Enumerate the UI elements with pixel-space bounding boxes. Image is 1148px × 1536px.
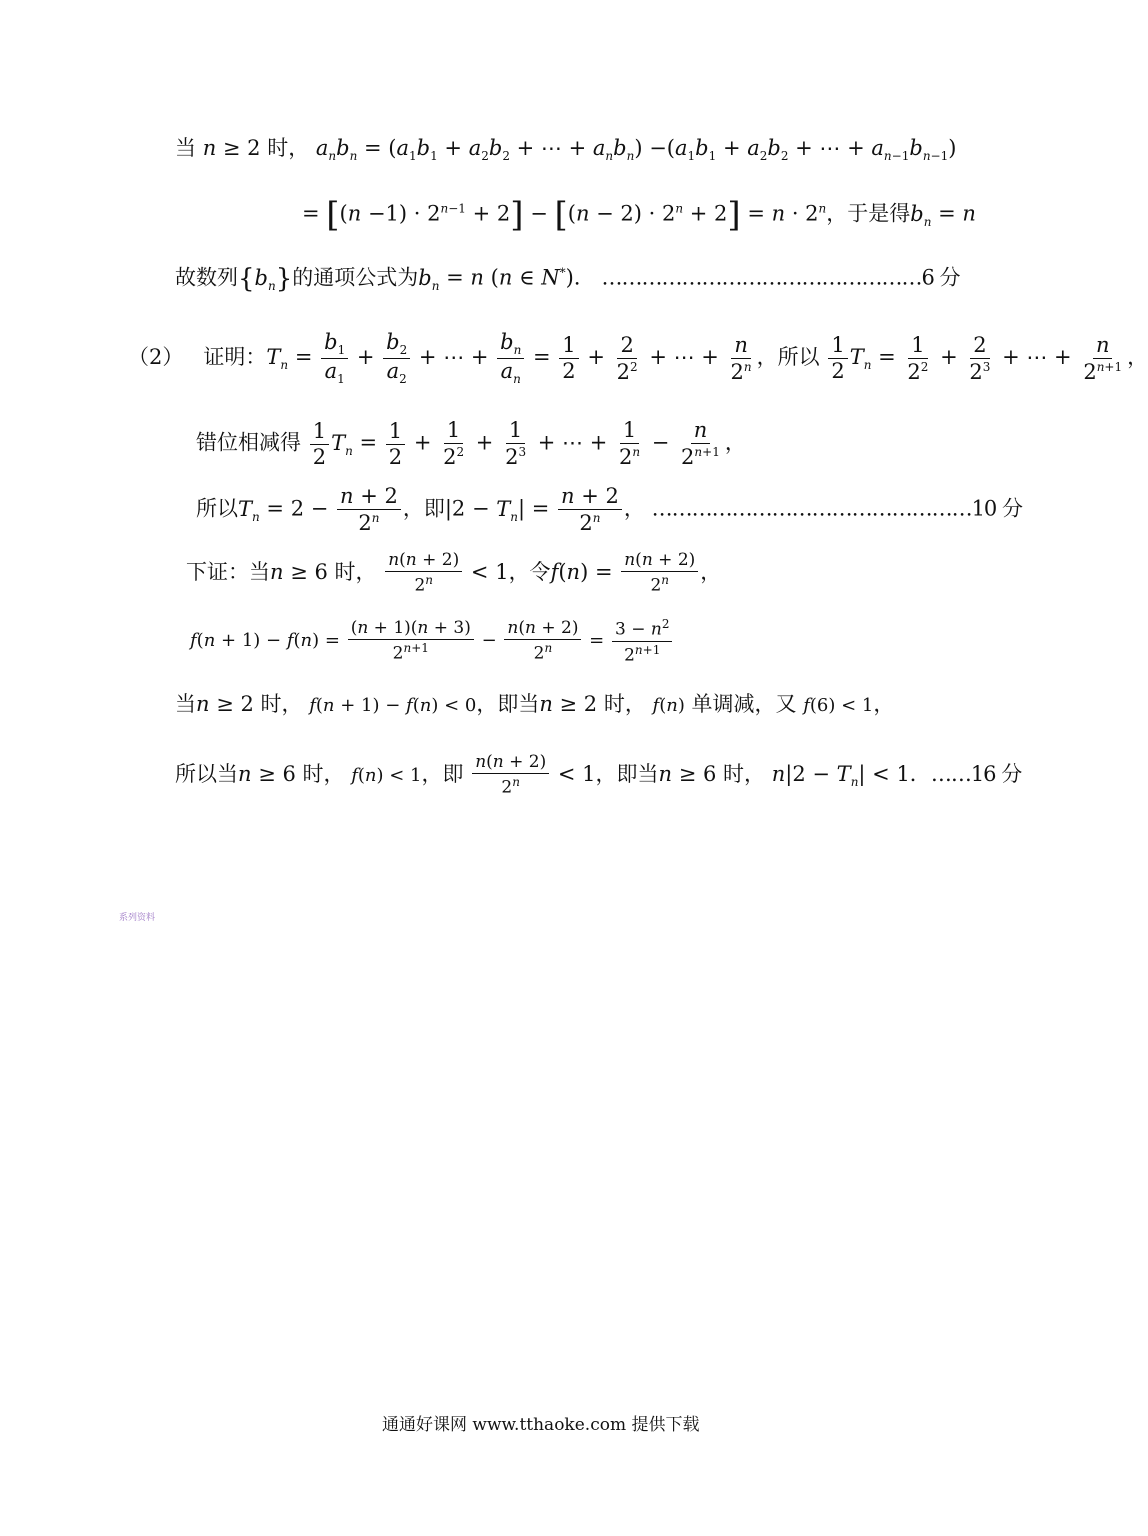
equation-line-3: 故数列$\{b_n\}$的通项公式为$b_n = n$ (n ∈ N*)． …………………………………………6 分 — [175, 264, 960, 294]
equation-line-1: 当 n ≥ 2 时， $a_nb_n = (a_1b_1 + a_2b_2$ + ⋯ + $a_nb_n) -(a_1b_1 + a_2b_2$ + ⋯ + $a_{n-1}b_{n-1}$) — [175, 136, 957, 164]
watermark-text: 系列资料 — [119, 913, 156, 923]
equation-line-8: f(n + 1) − f(n) = $\frac{(n + 1)(n + 3)}{2^{n+1}}$ − $\frac{n(n + 2)}{2^n}$ = $\frac{3 - n^2}{2^{n+1}}$ — [190, 618, 674, 664]
score-marker-6: …………………………………………6 分 — [601, 265, 960, 290]
equation-line-9: 当n ≥ 2 时， f(n + 1) − f(n) < 0，即当n ≥ 2 时， f(n) 单调减，又 f(6) < 1， — [175, 692, 895, 716]
equation-line-7: 下证：当n ≥ 6 时， $\frac{n(n + 2)}{2^n}$ < 1，令f(n) = $\frac{n(n + 2)}{2^n}$ ， — [186, 550, 722, 596]
equation-line-5: 错位相减得 $\frac{1}{2}$ $T_n$ = $\frac{1}{2}$ + $\frac{1}{2^2}$ + $\frac{1}{2^3}$ + ⋯ + $\frac{1}{2^n}$ − $\frac{n}{2^{n+1}}$ ， — [196, 418, 746, 469]
equation-line-6: 所以$T_n = 2$ − $\frac{n + 2}{2^n}$ ，即$|2 - T_n|$ = $\frac{n + 2}{2^n}$ ， …………………………………………10 分 — [196, 484, 1022, 535]
page-footer: 通通好课网 www.tthaoke.com 提供下载 — [382, 1415, 700, 1435]
score-marker-10: …………………………………………10 分 — [651, 496, 1022, 521]
equation-line-10: 所以当n ≥ 6 时， f(n) < 1，即 $\frac{n(n + 2)}{2^n}$ < 1，即当n ≥ 6 时， $n|2 - T_n| < 1$．……16 分 — [175, 752, 1022, 798]
equation-line-4: （2） 证明：$T_n$ = $\frac{b_1}{a_1}$ + $\frac{b_2}{a_2}$ + ⋯ + $\frac{b_n}{a_n}$ = $\frac{1}{2}$ + $\frac{2}{2^2}$ + ⋯ + $\frac{n}{2^n}$ ，所以 $\frac{1}{2}$ $T_n$ = $\frac{1}{2^2}$ + $\frac{2}{2^3}$ + ⋯ + $\frac{n}{2^{n+1}}$ ， — [128, 330, 1148, 387]
score-marker-16: ……16 分 — [930, 761, 1022, 786]
equation-line-2: = $[(n -1) \cdot 2^{n-1} + 2] - [(n - 2) \cdot 2^n + 2] = n \cdot 2^n$，于是得$b_n = n$ — [302, 195, 976, 235]
